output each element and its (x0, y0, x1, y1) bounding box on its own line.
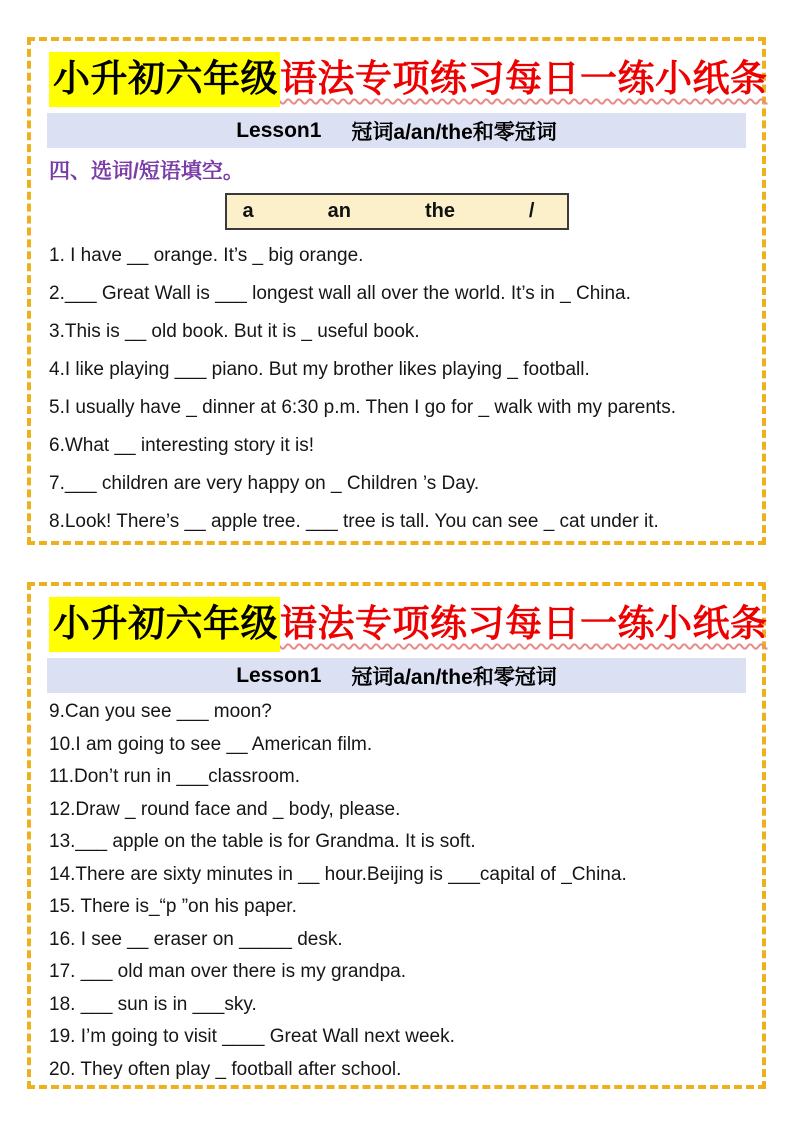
title-topic-red: 语法专项练习每日一练小纸条 (280, 58, 768, 99)
title-grade-highlight: 小升初六年级 (49, 52, 280, 107)
exercise-item: 2.___ Great Wall is ___ longest wall all over the world. It’s in _ China. (49, 283, 631, 304)
word-bank-box (225, 193, 569, 230)
lesson-topic: 冠词a/an/the和零冠词 (351, 120, 557, 144)
worksheet-title (49, 51, 768, 107)
worksheet-card-1 (27, 37, 766, 545)
exercise-list-page2 (49, 696, 746, 1086)
exercise-item: 20. They often play _ football after school. (49, 1058, 402, 1080)
exercise-item: 11.Don’t run in ___classroom. (49, 766, 300, 787)
exercise-list-page1 (49, 237, 746, 541)
exercise-item: 15. There is_“p ”on his paper. (49, 896, 297, 917)
exercise-item: 3.This is __ old book. But it is _ useful book. (49, 321, 420, 342)
exercise-item: 18. ___ sun is in ___sky. (49, 993, 257, 1015)
worksheet-card-2 (27, 582, 766, 1089)
word-bank-option-zero: / (528, 200, 535, 222)
title-grade-highlight: 小升初六年级 (49, 597, 280, 652)
exercise-item: 12.Draw _ round face and _ body, please. (49, 798, 401, 820)
lesson-number: Lesson1 (236, 663, 322, 687)
section-heading: 四、选词/短语填空。 (49, 160, 244, 183)
exercise-item: 17. ___ old man over there is my grandpa. (49, 961, 406, 982)
exercise-item: 16. I see __ eraser on _____ desk. (49, 928, 343, 950)
exercise-item: 10.I am going to see __ American film. (49, 733, 373, 755)
exercise-item: 8.Look! There’s __ apple tree. ___ tree is tall. You can see _ cat under it. (49, 511, 659, 532)
exercise-item: 6.What __ interesting story it is! (49, 435, 315, 456)
exercise-item: 19. I’m going to visit ____ Great Wall next week. (49, 1026, 455, 1047)
exercise-item: 5.I usually have _ dinner at 6:30 p.m. Then I go for _ walk with my parents. (49, 397, 676, 418)
exercise-item: 1. I have __ orange. It’s _ big orange. (49, 245, 364, 266)
word-bank-option-an: an (327, 200, 351, 222)
lesson-header-bar (47, 113, 746, 148)
exercise-item: 14.There are sixty minutes in __ hour.Beijing is ___capital of _China. (49, 863, 627, 885)
word-bank-option-a: a (242, 200, 254, 222)
worksheet-title (49, 596, 768, 652)
exercise-item: 4.I like playing ___ piano. But my brother likes playing _ football. (49, 359, 590, 380)
exercise-item: 9.Can you see ___ moon? (49, 701, 272, 722)
lesson-header-bar (47, 658, 746, 693)
lesson-number: Lesson1 (236, 118, 322, 142)
lesson-topic: 冠词a/an/the和零冠词 (351, 665, 557, 689)
exercise-item: 13.___ apple on the table is for Grandma. It is soft. (49, 831, 476, 852)
exercise-item: 7.___ children are very happy on _ Children ’s Day. (49, 473, 480, 494)
title-topic-red: 语法专项练习每日一练小纸条 (280, 603, 768, 644)
word-bank-option-the: the (424, 200, 455, 222)
